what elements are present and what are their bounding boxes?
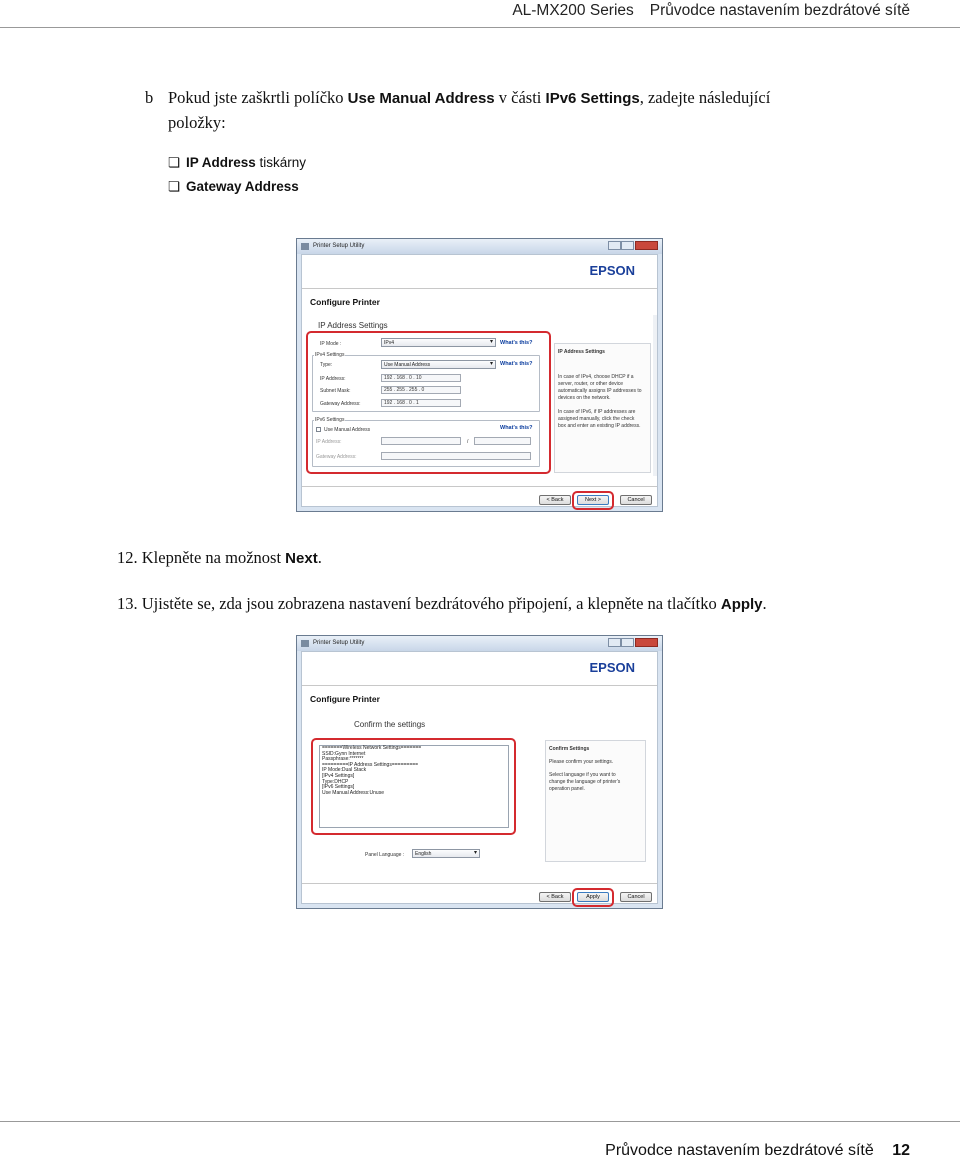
step-end: . [317, 548, 322, 567]
help-line: assigned manually, click the check [558, 416, 635, 422]
window-titlebar [297, 636, 662, 651]
list-item [168, 155, 306, 171]
divider [302, 486, 657, 487]
type-label: Type: [320, 362, 333, 368]
step-b-t1: Pokud jste zaškrtli políčko [168, 88, 344, 107]
step-b-t3: , zadejte následující [639, 88, 771, 107]
ipv4-label: IPv4 Settings [315, 352, 345, 358]
maximize-icon[interactable] [621, 638, 634, 647]
help-line: Select language if you want to [549, 772, 616, 778]
ipv6-gateway-label: Gateway Address: [316, 454, 357, 460]
app-icon [301, 640, 309, 647]
use-manual-label: Use Manual Address [324, 427, 371, 433]
prefix-slash: / [467, 439, 469, 445]
ip-mode-label: IP Mode : [320, 341, 342, 347]
bullet-bold: IP Address [186, 155, 256, 170]
minimize-icon[interactable] [608, 638, 621, 647]
bullet-text: tiskárny [255, 155, 307, 170]
subnet-label: Subnet Mask: [320, 388, 351, 394]
settings-line: Passphrase:******* [322, 756, 364, 763]
settings-line: [IPv6 Settings] [322, 784, 355, 791]
header-product: AL-MX200 Series [512, 2, 634, 19]
whats-this-link[interactable]: What's this? [500, 340, 533, 346]
ipv6-ip-label: IP Address: [316, 439, 342, 445]
help-line: devices on the network. [558, 395, 611, 401]
page-footer [605, 1142, 910, 1160]
settings-line: =========IP Address Settings========= [322, 761, 419, 768]
settings-line: Type:DHCP [322, 778, 349, 785]
step-12 [117, 546, 322, 571]
epson-logo: EPSON [589, 660, 635, 675]
step-b-t4: položky: [168, 113, 226, 132]
gateway-field[interactable]: 192 . 168 . 0 . 1 [381, 399, 461, 407]
ipv6-gateway-field[interactable] [381, 452, 531, 460]
help-panel [554, 343, 651, 473]
step-ui-label: Next [285, 550, 318, 567]
gateway-label: Gateway Address: [320, 401, 361, 407]
divider [302, 288, 657, 289]
help-line: Please confirm your settings. [549, 759, 614, 765]
section-title: IP Address Settings [318, 321, 388, 330]
back-button[interactable]: < Back [539, 495, 571, 505]
minimize-icon[interactable] [608, 241, 621, 250]
back-button[interactable]: < Back [539, 892, 571, 902]
checkbox-bullet-icon: ❏ [168, 155, 181, 170]
checkbox-bullet-icon: ❏ [168, 179, 181, 194]
help-line: box and enter an existing IP address. [558, 423, 641, 429]
settings-line: IP Mode:Dual Stack [322, 767, 367, 774]
ipv6-prefix-field[interactable] [474, 437, 531, 445]
help-title: Confirm Settings [549, 746, 590, 752]
window-titlebar [297, 239, 662, 254]
cancel-button[interactable]: Cancel [620, 892, 652, 902]
footer-rule [0, 1121, 960, 1122]
divider [302, 685, 657, 686]
settings-line: [IPv4 Settings] [322, 772, 355, 779]
ipv4-ip-field[interactable]: 192 . 168 . 0 . 10 [381, 374, 461, 382]
epson-logo: EPSON [589, 263, 635, 278]
ip-address-label: IP Address: [320, 376, 346, 382]
header-doc-title: Průvodce nastavením bezdrátové sítě [649, 2, 910, 19]
step-text: Klepněte na možnost [141, 548, 282, 567]
settings-line: =======Wireless Network Settings======= [322, 745, 422, 751]
whats-this-link[interactable]: What's this? [500, 425, 533, 431]
step-13 [117, 592, 767, 617]
screenshot-configure-ip [296, 238, 663, 512]
type-select[interactable]: Use Manual Address ▾ [381, 360, 496, 369]
step-end: . [762, 594, 767, 613]
help-line: operation panel. [549, 786, 585, 792]
use-manual-checkbox[interactable] [316, 427, 321, 432]
screenshot-confirm-settings [296, 635, 663, 909]
scrollbar[interactable] [653, 315, 657, 476]
close-icon[interactable] [635, 241, 658, 250]
window-content [301, 254, 658, 507]
settings-line: Use Manual Address:Unuse [322, 789, 384, 796]
step-b-ui1: Use Manual Address [347, 90, 495, 107]
help-panel [545, 740, 646, 862]
window-heading: Configure Printer [310, 297, 380, 307]
help-line: change the language of printer's [549, 779, 621, 785]
app-icon [301, 243, 309, 250]
subnet-field[interactable]: 255 . 255 . 255 . 0 [381, 386, 461, 394]
bullet-bold: Gateway Address [186, 179, 299, 194]
step-b-ui2: IPv6 Settings [545, 90, 640, 107]
footer-doc-title: Průvodce nastavením bezdrátové sítě [605, 1142, 874, 1159]
close-icon[interactable] [635, 638, 658, 647]
panel-language-label: Panel Language : [365, 852, 405, 858]
step-b-t2: v části [498, 88, 542, 107]
window-content [301, 651, 658, 904]
settings-summary-box [319, 745, 509, 828]
step-ui-label: Apply [720, 596, 763, 613]
next-button[interactable]: Next > [577, 495, 609, 505]
list-item [168, 179, 299, 195]
window-heading: Configure Printer [310, 694, 380, 704]
step-number: 12. [117, 548, 138, 567]
window-title: Printer Setup Utility [313, 243, 365, 249]
help-title: IP Address Settings [558, 349, 605, 355]
header-rule [0, 27, 960, 28]
whats-this-link[interactable]: What's this? [500, 361, 533, 367]
ipv6-ip-field[interactable] [381, 437, 461, 445]
divider [302, 883, 657, 884]
cancel-button[interactable]: Cancel [620, 495, 652, 505]
apply-button[interactable]: Apply [577, 892, 609, 902]
step-text: Ujistěte se, zda jsou zobrazena nastavení bezdrátového připojení, a klepněte na tlačítko [141, 594, 717, 613]
ip-mode-select[interactable]: IPv4 ▾ [381, 338, 496, 347]
help-line: automatically assigns IP addresses to [558, 388, 642, 394]
step-b-marker: b [145, 88, 154, 107]
help-line: In case of IPv6, if IP addresses are [558, 409, 636, 415]
help-line: In case of IPv4, choose DHCP if a [558, 374, 634, 380]
step-b-text [168, 86, 908, 135]
window-title: Printer Setup Utility [313, 640, 365, 646]
settings-line: SSID:Gynn Internet [322, 750, 366, 757]
page-number: 12 [892, 1142, 910, 1159]
panel-language-select[interactable]: English ▾ [412, 849, 480, 858]
ipv6-label: IPv6 Settings [315, 417, 345, 423]
maximize-icon[interactable] [621, 241, 634, 250]
step-number: 13. [117, 594, 138, 613]
page-header [512, 2, 910, 20]
section-title: Confirm the settings [354, 720, 426, 729]
help-line: server, router, or other device [558, 381, 624, 387]
